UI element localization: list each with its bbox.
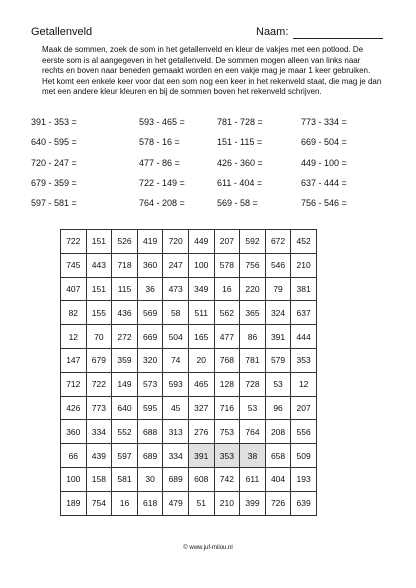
footer-credit: © www.juf-milou.nl <box>183 545 233 551</box>
grid-cell[interactable]: 552 <box>112 420 138 444</box>
grid-cell[interactable]: 504 <box>163 325 189 349</box>
grid-cell[interactable]: 712 <box>61 372 87 396</box>
sum-item: 578 - 16 = <box>139 137 180 148</box>
grid-row <box>61 444 317 468</box>
grid-cell[interactable]: 595 <box>137 396 163 420</box>
grid-cell[interactable]: 581 <box>112 467 138 491</box>
grid-cell[interactable]: 593 <box>163 372 189 396</box>
grid-cell[interactable]: 753 <box>214 420 240 444</box>
grid-cell[interactable]: 742 <box>214 467 240 491</box>
grid-cell[interactable]: 722 <box>86 372 112 396</box>
grid-cell[interactable]: 115 <box>112 277 138 301</box>
grid-cell[interactable]: 360 <box>61 420 87 444</box>
grid-cell[interactable]: 449 <box>188 230 214 254</box>
grid-cell[interactable]: 58 <box>163 301 189 325</box>
grid-cell[interactable]: 768 <box>214 348 240 372</box>
grid-cell[interactable]: 365 <box>240 301 266 325</box>
name-line <box>293 38 383 39</box>
grid-cell[interactable]: 637 <box>291 301 317 325</box>
grid-cell[interactable]: 726 <box>265 491 291 515</box>
grid-cell[interactable]: 511 <box>188 301 214 325</box>
grid-cell[interactable]: 74 <box>163 348 189 372</box>
grid-cell[interactable]: 79 <box>265 277 291 301</box>
grid-cell[interactable]: 207 <box>214 230 240 254</box>
grid-cell[interactable]: 399 <box>240 491 266 515</box>
grid-cell[interactable]: 193 <box>291 467 317 491</box>
grid-cell[interactable]: 207 <box>291 396 317 420</box>
sum-item: 756 - 546 = <box>301 198 347 209</box>
grid-cell[interactable]: 147 <box>61 348 87 372</box>
grid-cell[interactable]: 51 <box>188 491 214 515</box>
sum-item: 669 - 504 = <box>301 137 347 148</box>
grid-cell[interactable]: 573 <box>137 372 163 396</box>
grid-cell[interactable]: 381 <box>291 277 317 301</box>
grid-cell[interactable]: 36 <box>137 277 163 301</box>
grid-cell[interactable]: 16 <box>112 491 138 515</box>
grid-cell[interactable]: 689 <box>163 467 189 491</box>
grid-cell[interactable]: 404 <box>265 467 291 491</box>
name-label: Naam: <box>256 26 289 38</box>
sum-item: 593 - 465 = <box>139 117 185 127</box>
grid-cell[interactable]: 479 <box>163 491 189 515</box>
sum-item: 637 - 444 = <box>301 177 347 188</box>
grid-cell[interactable]: 745 <box>61 253 87 277</box>
grid-cell[interactable]: 658 <box>265 444 291 468</box>
grid-row <box>61 230 317 254</box>
grid-cell[interactable]: 754 <box>86 491 112 515</box>
grid-cell[interactable]: 756 <box>240 253 266 277</box>
grid-cell[interactable]: 208 <box>265 420 291 444</box>
grid-cell[interactable]: 45 <box>163 396 189 420</box>
grid-row <box>61 491 317 515</box>
grid-cell[interactable]: 509 <box>291 444 317 468</box>
grid-cell[interactable]: 313 <box>163 420 189 444</box>
grid-cell[interactable]: 86 <box>240 325 266 349</box>
grid-cell[interactable]: 359 <box>112 348 138 372</box>
grid-cell[interactable]: 320 <box>137 348 163 372</box>
sum-item: 640 - 595 = <box>31 137 77 148</box>
grid-cell[interactable]: 689 <box>137 444 163 468</box>
grid-cell[interactable]: 444 <box>291 325 317 349</box>
grid-row <box>61 396 317 420</box>
grid-cell[interactable]: 546 <box>265 253 291 277</box>
sum-item: 611 - 404 = <box>217 177 263 188</box>
sum-item: 426 - 360 = <box>217 157 263 168</box>
grid-cell[interactable]: 716 <box>214 396 240 420</box>
grid-cell[interactable]: 419 <box>137 230 163 254</box>
grid-cell[interactable]: 149 <box>112 372 138 396</box>
sums-list <box>31 117 391 208</box>
grid-cell[interactable]: 764 <box>240 420 266 444</box>
sum-item: 391 - 353 = <box>31 117 77 127</box>
grid-cell[interactable]: 436 <box>112 301 138 325</box>
grid-cell[interactable]: 210 <box>291 253 317 277</box>
grid-cell[interactable]: 720 <box>163 230 189 254</box>
grid-cell[interactable]: 618 <box>137 491 163 515</box>
sum-item: 597 - 581 = <box>31 198 77 209</box>
grid-cell[interactable]: 276 <box>188 420 214 444</box>
grid-cell[interactable]: 426 <box>61 396 87 420</box>
grid-cell[interactable]: 158 <box>86 467 112 491</box>
sum-item: 781 - 728 = <box>217 117 263 127</box>
grid-cell[interactable]: 722 <box>61 230 87 254</box>
sum-item: 720 - 247 = <box>31 157 77 168</box>
grid-cell[interactable]: 597 <box>112 444 138 468</box>
grid-cell[interactable]: 165 <box>188 325 214 349</box>
grid-cell[interactable]: 220 <box>240 277 266 301</box>
grid-cell[interactable]: 556 <box>291 420 317 444</box>
grid-cell[interactable]: 334 <box>86 420 112 444</box>
grid-cell[interactable]: 324 <box>265 301 291 325</box>
sum-item: 477 - 86 = <box>139 157 180 168</box>
grid-cell[interactable]: 669 <box>137 325 163 349</box>
grid-cell[interactable]: 688 <box>137 420 163 444</box>
grid-cell[interactable]: 781 <box>240 348 266 372</box>
grid-cell[interactable]: 640 <box>112 396 138 420</box>
grid-row <box>61 420 317 444</box>
grid-cell[interactable]: 353 <box>291 348 317 372</box>
grid-cell[interactable]: 20 <box>188 348 214 372</box>
grid-cell[interactable]: 608 <box>188 467 214 491</box>
grid-cell[interactable]: 100 <box>188 253 214 277</box>
instructions-text: Maak de sommen, zoek de som in het getallenveld en kleur de vakjes met een potlood. De eerste som is al aangegeven in het getallenveld. De sommen mogen alleen van links naar rechts en boven naar beneden gemaakt worden en een vakje mag je maar 1 keer gebruiken. Het komt een enkele keer voor dat een som nog een keer in het rekenveld staat, die mag je dan met een andere kleur kleuren en bij de sommen boven het rekenveld schrijven. <box>42 45 382 96</box>
grid-cell[interactable]: 569 <box>137 301 163 325</box>
grid-cell-highlighted[interactable]: 38 <box>240 444 266 468</box>
grid-cell[interactable]: 53 <box>240 396 266 420</box>
grid-cell[interactable]: 12 <box>291 372 317 396</box>
grid-cell[interactable]: 70 <box>86 325 112 349</box>
grid-cell[interactable]: 151 <box>86 277 112 301</box>
grid-cell[interactable]: 16 <box>214 277 240 301</box>
grid-cell[interactable]: 773 <box>86 396 112 420</box>
grid-cell[interactable]: 334 <box>163 444 189 468</box>
sum-item: 773 - 334 = <box>301 117 347 127</box>
grid-cell[interactable]: 452 <box>291 230 317 254</box>
grid-cell[interactable]: 53 <box>265 372 291 396</box>
grid-cell[interactable]: 151 <box>86 230 112 254</box>
worksheet-title: Getallenveld <box>31 26 93 38</box>
grid-cell[interactable]: 189 <box>61 491 87 515</box>
grid-cell[interactable]: 272 <box>112 325 138 349</box>
sum-item: 722 - 149 = <box>139 177 185 188</box>
grid-row <box>61 348 317 372</box>
grid-cell[interactable]: 96 <box>265 396 291 420</box>
grid-cell[interactable]: 327 <box>188 396 214 420</box>
grid-cell[interactable]: 100 <box>61 467 87 491</box>
sum-item: 679 - 359 = <box>31 177 77 188</box>
grid-cell-highlighted[interactable]: 353 <box>214 444 240 468</box>
grid-cell[interactable]: 391 <box>265 325 291 349</box>
grid-cell[interactable]: 439 <box>86 444 112 468</box>
grid-cell[interactable]: 82 <box>61 301 87 325</box>
grid-cell[interactable]: 128 <box>214 372 240 396</box>
sum-item: 764 - 208 = <box>139 198 185 209</box>
grid-row <box>61 277 317 301</box>
number-grid <box>60 229 317 516</box>
grid-cell[interactable]: 592 <box>240 230 266 254</box>
grid-row <box>61 467 317 491</box>
grid-cell[interactable]: 611 <box>240 467 266 491</box>
grid-row <box>61 253 317 277</box>
grid-row <box>61 301 317 325</box>
grid-cell[interactable]: 477 <box>214 325 240 349</box>
grid-cell[interactable]: 407 <box>61 277 87 301</box>
grid-row <box>61 372 317 396</box>
grid-cell[interactable]: 247 <box>163 253 189 277</box>
grid-cell[interactable]: 210 <box>214 491 240 515</box>
sum-item: 151 - 115 = <box>217 137 263 148</box>
grid-cell[interactable]: 473 <box>163 277 189 301</box>
grid-cell[interactable]: 578 <box>214 253 240 277</box>
grid-cell[interactable]: 443 <box>86 253 112 277</box>
grid-cell[interactable]: 30 <box>137 467 163 491</box>
grid-cell[interactable]: 579 <box>265 348 291 372</box>
grid-cell[interactable]: 12 <box>61 325 87 349</box>
sum-item: 569 - 58 = <box>217 198 258 209</box>
grid-cell[interactable]: 672 <box>265 230 291 254</box>
grid-cell[interactable]: 349 <box>188 277 214 301</box>
grid-cell[interactable]: 66 <box>61 444 87 468</box>
grid-cell[interactable]: 639 <box>291 491 317 515</box>
grid-cell[interactable]: 728 <box>240 372 266 396</box>
grid-cell[interactable]: 360 <box>137 253 163 277</box>
grid-cell[interactable]: 679 <box>86 348 112 372</box>
grid-cell[interactable]: 155 <box>86 301 112 325</box>
grid-cell[interactable]: 718 <box>112 253 138 277</box>
grid-cell[interactable]: 562 <box>214 301 240 325</box>
grid-row <box>61 325 317 349</box>
sum-item: 449 - 100 = <box>301 157 347 168</box>
grid-cell[interactable]: 465 <box>188 372 214 396</box>
grid-cell-highlighted[interactable]: 391 <box>188 444 214 468</box>
grid-cell[interactable]: 526 <box>112 230 138 254</box>
